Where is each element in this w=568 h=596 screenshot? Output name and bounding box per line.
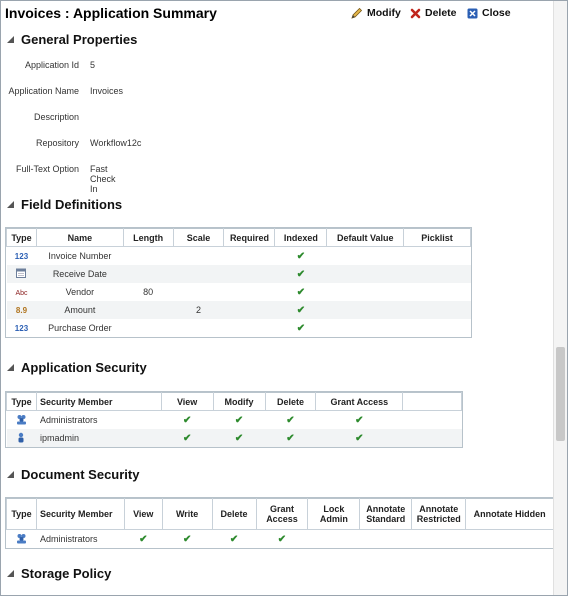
field-scale	[173, 283, 224, 301]
group-icon	[7, 411, 37, 430]
number-type-icon	[7, 247, 37, 266]
field-required	[224, 265, 275, 283]
general-properties-header[interactable]	[5, 32, 137, 47]
column-header[interactable]: Type	[7, 499, 37, 530]
check-icon: ✔	[182, 414, 192, 426]
page-header	[5, 5, 557, 25]
prop-label: Repository	[35, 138, 79, 148]
document-security-table	[5, 497, 555, 549]
close-button[interactable]	[467, 7, 511, 19]
field-name: Vendor	[65, 287, 95, 297]
close-label: Close	[482, 7, 511, 19]
collapse-triangle-icon	[7, 201, 14, 208]
general-properties-section	[5, 32, 137, 47]
column-header[interactable]: Annotate Restricted	[412, 499, 466, 530]
column-header[interactable]: Grant Access	[316, 393, 403, 411]
check-icon: ✔	[355, 414, 364, 426]
date-type-icon	[16, 268, 26, 278]
column-header[interactable]: Write	[162, 499, 212, 530]
delete-x-icon	[410, 8, 421, 19]
field-name: Amount	[36, 301, 123, 319]
column-header[interactable]: Length	[123, 229, 173, 247]
column-header[interactable]: Security Member	[36, 393, 161, 411]
prop-label: Application Name	[8, 86, 79, 96]
column-header[interactable]: Default Value	[327, 229, 404, 247]
check-icon: ✔	[234, 414, 244, 426]
field-default	[327, 301, 404, 319]
type-label: 8.9	[15, 306, 28, 315]
document-security-header[interactable]	[5, 467, 139, 482]
prop-value: 5	[90, 60, 96, 70]
field-length: 80	[143, 287, 154, 297]
check-icon: ✔	[277, 533, 287, 545]
column-header[interactable]: Type	[7, 229, 37, 247]
field-default	[327, 319, 404, 337]
modify-label: Modify	[367, 7, 401, 19]
empty-cell	[466, 530, 554, 549]
field-default	[327, 283, 404, 301]
column-header[interactable]: Required	[224, 229, 275, 247]
table-row[interactable]	[7, 283, 471, 301]
calendar-icon	[7, 265, 37, 283]
table-row[interactable]	[7, 301, 471, 319]
field-definitions-table	[5, 227, 472, 338]
prop-value: Invoices	[90, 86, 124, 96]
check-icon: ✔	[316, 429, 403, 447]
collapse-triangle-icon	[7, 36, 14, 43]
field-default	[327, 265, 404, 283]
field-scale	[173, 247, 224, 266]
check-icon: ✔	[275, 265, 327, 283]
field-length	[123, 265, 173, 283]
check-icon: ✔	[286, 414, 295, 426]
prop-value: Workflow12c	[90, 138, 142, 148]
application-security-header[interactable]	[5, 360, 147, 375]
document-security-section	[5, 467, 139, 482]
section-title: General Properties	[21, 32, 138, 47]
table-row[interactable]	[7, 411, 462, 430]
field-name: Invoice Number	[48, 251, 112, 261]
field-required	[224, 301, 275, 319]
storage-policy-section	[5, 566, 111, 581]
field-scale	[173, 319, 224, 337]
field-required	[224, 319, 275, 337]
prop-label: Application Id	[24, 60, 79, 70]
group-type-icon	[16, 414, 27, 425]
field-required	[224, 283, 275, 301]
user-icon	[7, 429, 37, 447]
field-scale	[173, 265, 224, 283]
column-header[interactable]: Type	[7, 393, 37, 411]
column-header	[403, 393, 462, 411]
field-length	[123, 319, 173, 337]
collapse-triangle-icon	[7, 471, 14, 478]
application-security-section	[5, 360, 147, 375]
type-label: 123	[14, 252, 29, 261]
empty-cell	[403, 411, 462, 430]
empty-cell	[308, 530, 360, 549]
check-icon: ✔	[296, 286, 306, 298]
empty-cell	[403, 429, 462, 447]
check-icon: ✔	[275, 301, 327, 319]
pencil-icon	[351, 7, 363, 19]
field-picklist	[404, 283, 471, 301]
column-header[interactable]: Delete	[265, 393, 316, 411]
check-icon: ✔	[229, 533, 239, 545]
user-type-icon	[16, 432, 26, 443]
field-definitions-section	[5, 197, 122, 212]
prop-label: Full-Text Option	[15, 164, 79, 174]
table-row[interactable]	[7, 247, 471, 266]
column-header[interactable]: View	[124, 499, 162, 530]
field-definitions-header[interactable]	[5, 197, 122, 212]
table-row[interactable]	[7, 530, 554, 549]
check-icon: ✔	[161, 429, 213, 447]
field-scale: 2	[173, 301, 224, 319]
column-header[interactable]: Indexed	[275, 229, 327, 247]
column-header[interactable]: Modify	[213, 393, 265, 411]
column-header[interactable]: View	[161, 393, 213, 411]
field-picklist	[404, 265, 471, 283]
column-header[interactable]: Annotate Standard	[360, 499, 412, 530]
section-title: Application Security	[21, 360, 147, 375]
column-header[interactable]: Delete	[212, 499, 256, 530]
delete-button[interactable]	[410, 7, 457, 19]
field-name: Receive Date	[36, 265, 123, 283]
column-header[interactable]: Security Member	[36, 499, 124, 530]
group-icon	[7, 530, 37, 549]
number-type-icon	[7, 319, 37, 337]
check-icon: ✔	[265, 429, 316, 447]
type-label: 123	[14, 324, 29, 333]
field-picklist	[404, 319, 471, 337]
field-picklist	[404, 247, 471, 266]
section-title: Field Definitions	[21, 197, 123, 212]
section-title: Storage Policy	[21, 566, 112, 581]
check-icon: ✔	[296, 250, 306, 262]
delete-label: Delete	[425, 7, 457, 19]
type-label: Abc	[15, 290, 28, 297]
field-default	[327, 247, 404, 266]
modify-button[interactable]	[351, 7, 401, 19]
column-header[interactable]: Grant Access	[256, 499, 308, 530]
table-row[interactable]	[7, 265, 471, 283]
column-header[interactable]: Scale	[173, 229, 224, 247]
field-picklist	[404, 301, 471, 319]
field-length	[123, 301, 173, 319]
group-type-icon	[16, 533, 27, 544]
security-member: Administrators	[39, 415, 98, 425]
check-icon: ✔	[213, 429, 265, 447]
collapse-triangle-icon	[7, 364, 14, 371]
field-name: Purchase Order	[48, 323, 112, 333]
vertical-scrollbar[interactable]	[553, 1, 567, 595]
check-icon: ✔	[296, 322, 306, 334]
column-header[interactable]: Lock Admin	[308, 499, 360, 530]
storage-policy-header[interactable]	[5, 566, 111, 581]
security-member: Administrators	[39, 534, 98, 544]
section-title: Document Security	[21, 467, 140, 482]
decimal-type-icon	[7, 301, 37, 319]
collapse-triangle-icon	[7, 570, 14, 577]
check-icon: ✔	[182, 533, 192, 545]
security-member: ipmadmin	[36, 429, 161, 447]
column-header[interactable]: Annotate Hidden	[466, 499, 554, 530]
close-icon	[467, 8, 478, 19]
field-required	[224, 247, 275, 266]
check-icon: ✔	[139, 533, 148, 545]
application-security-table	[5, 391, 463, 448]
empty-cell	[360, 530, 412, 549]
table-row[interactable]	[7, 319, 471, 337]
field-length	[123, 247, 173, 266]
page-title: Invoices : Application Summary	[5, 5, 217, 21]
column-header[interactable]: Name	[36, 229, 123, 247]
table-row[interactable]	[7, 429, 462, 447]
prop-label: Description	[33, 112, 79, 122]
column-header[interactable]: Picklist	[404, 229, 471, 247]
prop-value: Fast Check In	[90, 164, 116, 194]
text-type-icon	[7, 283, 37, 301]
scrollbar-thumb[interactable]	[556, 347, 565, 441]
empty-cell	[412, 530, 466, 549]
